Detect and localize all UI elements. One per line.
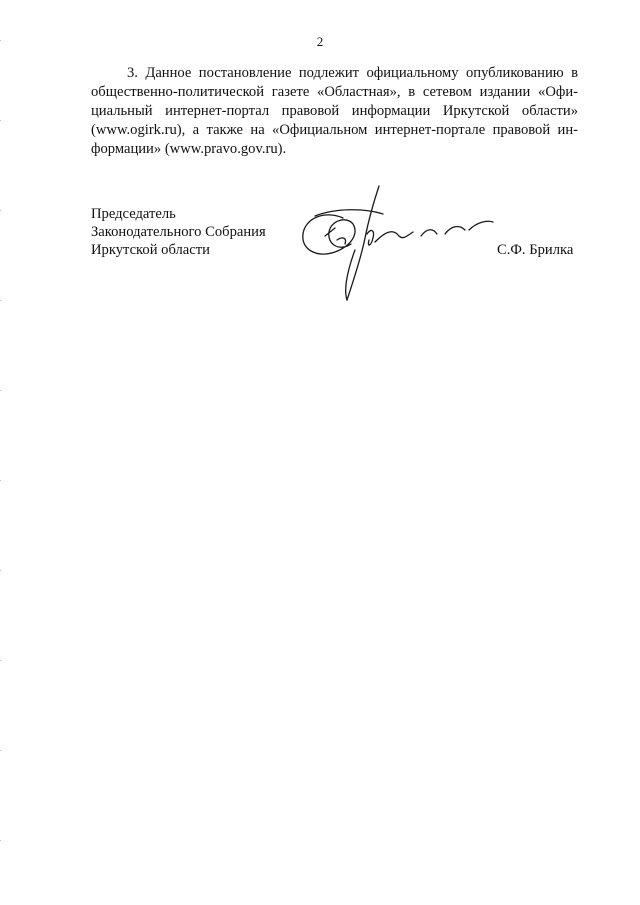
paragraph-line: формации» (www.pravo.gov.ru).	[91, 141, 287, 157]
signer-title-line: Законодательного Собрания	[91, 224, 266, 240]
paragraph-line: (www.ogirk.ru), а также на «Официальном интернет-портале правовой ин-	[91, 122, 578, 138]
signer-title-line: Председатель	[91, 206, 176, 222]
paragraph-line: общественно-политической газете «Областная», в сетевом издании «Офи-	[91, 84, 578, 100]
page-number: 2	[316, 34, 324, 49]
handwritten-signature	[295, 178, 495, 308]
scan-edge-marks	[0, 0, 4, 905]
paragraph-line: циальный интернет-портал правовой информации Иркутской области»	[91, 103, 578, 119]
signer-name: С.Ф. Брилка	[497, 242, 574, 258]
signer-title	[91, 205, 266, 259]
paragraph-line: 3. Данное постановление подлежит официальному опубликованию в	[127, 65, 578, 81]
body-paragraph	[91, 64, 578, 159]
signer-title-line: Иркутской области	[91, 242, 210, 258]
